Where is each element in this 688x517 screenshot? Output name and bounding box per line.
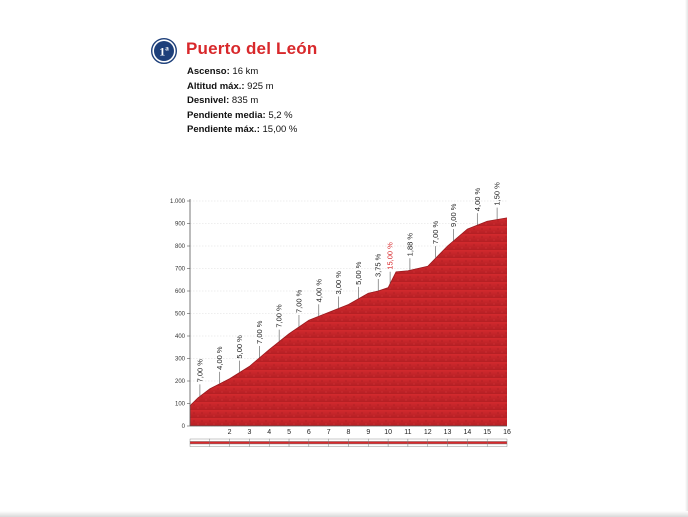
page-shadow [0, 511, 688, 517]
category-badge-icon [151, 38, 177, 64]
scale-segment-top [230, 439, 250, 442]
climb-stats [187, 65, 297, 138]
scale-segment-top [448, 439, 468, 442]
scale-segment-bottom [210, 444, 230, 447]
gradient-label: 1,50 % [492, 182, 502, 206]
y-tick-labels [170, 199, 186, 430]
gradient-label: 7,00 % [431, 220, 441, 245]
gradient-label: 4,00 % [472, 187, 482, 212]
stat-value: 925 m [247, 80, 274, 92]
x-tick-label: 7 [326, 429, 331, 436]
stat-elevation-gain [187, 94, 297, 109]
scale-segment-bottom [388, 444, 408, 447]
scale-segment-middle [269, 442, 289, 445]
scale-segment-middle [388, 442, 408, 445]
stat-value: 835 m [231, 95, 259, 106]
stat-label: Pendiente máx.: [187, 124, 260, 135]
scale-segment-bottom [289, 444, 309, 447]
scale-segment-top [190, 439, 210, 442]
y-tick-label: 100 [174, 401, 185, 408]
category-badge-label: 1ª [159, 44, 169, 59]
x-tick-label: 9 [366, 429, 371, 436]
x-tick-label: 10 [384, 429, 393, 436]
scale-segment-middle [309, 442, 329, 445]
gradient-label: 7,00 % [254, 320, 264, 344]
scale-segment-top [249, 439, 269, 442]
scale-segment-top [408, 439, 428, 442]
scale-segment-bottom [467, 444, 487, 447]
y-tick-label: 800 [174, 244, 185, 250]
stat-max-altitude [187, 80, 297, 95]
y-tick-label: 300 [174, 356, 185, 363]
elevation-profile-chart [160, 170, 520, 454]
scale-segment-middle [448, 442, 468, 445]
y-tick-label: 1.000 [169, 199, 185, 205]
x-tick-label: 16 [503, 429, 511, 436]
gradient-label: 1,88 % [405, 232, 415, 257]
gradient-label: 4,00 % [314, 278, 324, 303]
stat-label: Pendiente media: [187, 109, 266, 121]
profile-area [190, 218, 507, 426]
scale-segment-top [289, 439, 309, 442]
stat-average-gradient [187, 109, 297, 124]
scale-segment-bottom [190, 444, 210, 447]
scale-segment-top [329, 439, 349, 442]
scale-segment-bottom [309, 444, 329, 447]
x-tick-label: 4 [267, 429, 272, 436]
scale-segment-top [428, 439, 448, 442]
x-tick-label: 5 [287, 429, 292, 436]
scale-segment-middle [210, 442, 230, 445]
scale-segment-middle [230, 442, 250, 445]
stat-label: Desnivel: [187, 95, 230, 106]
scale-segment-top [269, 439, 289, 442]
scale-segment-bottom [329, 444, 349, 447]
scale-segment-top [309, 439, 329, 442]
gradient-label: 7,00 % [274, 304, 284, 328]
gradient-label: 7,00 % [195, 359, 205, 383]
stat-ascent [187, 65, 297, 80]
x-tick-label: 14 [463, 429, 472, 436]
y-tick-label: 500 [174, 311, 185, 318]
x-tick-label: 12 [423, 429, 432, 436]
scale-segment-top [210, 439, 230, 442]
scale-segment-middle [408, 442, 428, 445]
y-tick-label: 400 [174, 334, 185, 340]
scale-segment-middle [428, 442, 448, 445]
scale-segment-bottom [428, 444, 448, 447]
y-tick-label: 700 [174, 266, 185, 273]
scale-segment-top [388, 439, 408, 442]
stat-value: 5,2 % [268, 109, 293, 121]
stat-value: 15,00 % [262, 124, 298, 135]
scale-segment-middle [368, 442, 388, 445]
km-scale-bar [190, 439, 507, 447]
gradient-label: 7,00 % [294, 289, 304, 313]
y-tick-label: 900 [174, 221, 185, 228]
scale-segment-bottom [249, 444, 269, 447]
gradient-label: 5,00 % [235, 335, 245, 359]
scale-segment-middle [289, 442, 309, 445]
climb-title: Puerto del León [186, 39, 318, 58]
stat-value: 16 km [232, 66, 259, 77]
x-tick-label: 8 [346, 429, 351, 436]
gradient-label: 3,75 % [373, 253, 383, 277]
x-tick-label: 2 [227, 429, 232, 436]
gradient-label: 9,00 % [449, 203, 459, 227]
y-tick-label: 600 [174, 289, 185, 295]
scale-segment-bottom [408, 444, 428, 447]
x-tick-label: 11 [404, 429, 412, 436]
scale-segment-middle [329, 442, 349, 445]
gradient-label: 3,00 % [334, 271, 344, 295]
scale-segment-middle [349, 442, 369, 445]
x-tick-label: 6 [306, 429, 311, 436]
x-tick-labels [228, 429, 511, 436]
y-tick-label: 200 [174, 379, 185, 385]
scale-segment-middle [190, 442, 210, 445]
scale-segment-middle [249, 442, 269, 445]
scale-segment-top [487, 439, 507, 442]
scale-segment-middle [467, 442, 487, 445]
scale-segment-top [349, 439, 369, 442]
scale-segment-bottom [230, 444, 250, 447]
scale-segment-bottom [269, 444, 289, 447]
stat-label: Altitud máx.: [187, 80, 245, 92]
y-tick-label: 0 [181, 424, 185, 430]
scale-segment-bottom [448, 444, 468, 447]
max-gradient-label: 15,00 % [385, 242, 395, 270]
profile-area-group [190, 218, 507, 426]
scale-segment-top [368, 439, 388, 442]
x-tick-label: 3 [247, 429, 252, 436]
stat-max-gradient [187, 123, 297, 138]
gradient-label: 4,00 % [215, 346, 225, 370]
scale-segment-bottom [349, 444, 369, 447]
scale-segment-bottom [487, 444, 507, 447]
x-tick-label: 13 [443, 429, 452, 436]
scale-segment-top [467, 439, 487, 442]
stat-label: Ascenso: [187, 66, 230, 77]
scale-segment-middle [487, 442, 507, 445]
scale-segment-bottom [368, 444, 388, 447]
x-tick-label: 15 [483, 429, 492, 436]
gradient-label: 5,00 % [353, 261, 363, 285]
